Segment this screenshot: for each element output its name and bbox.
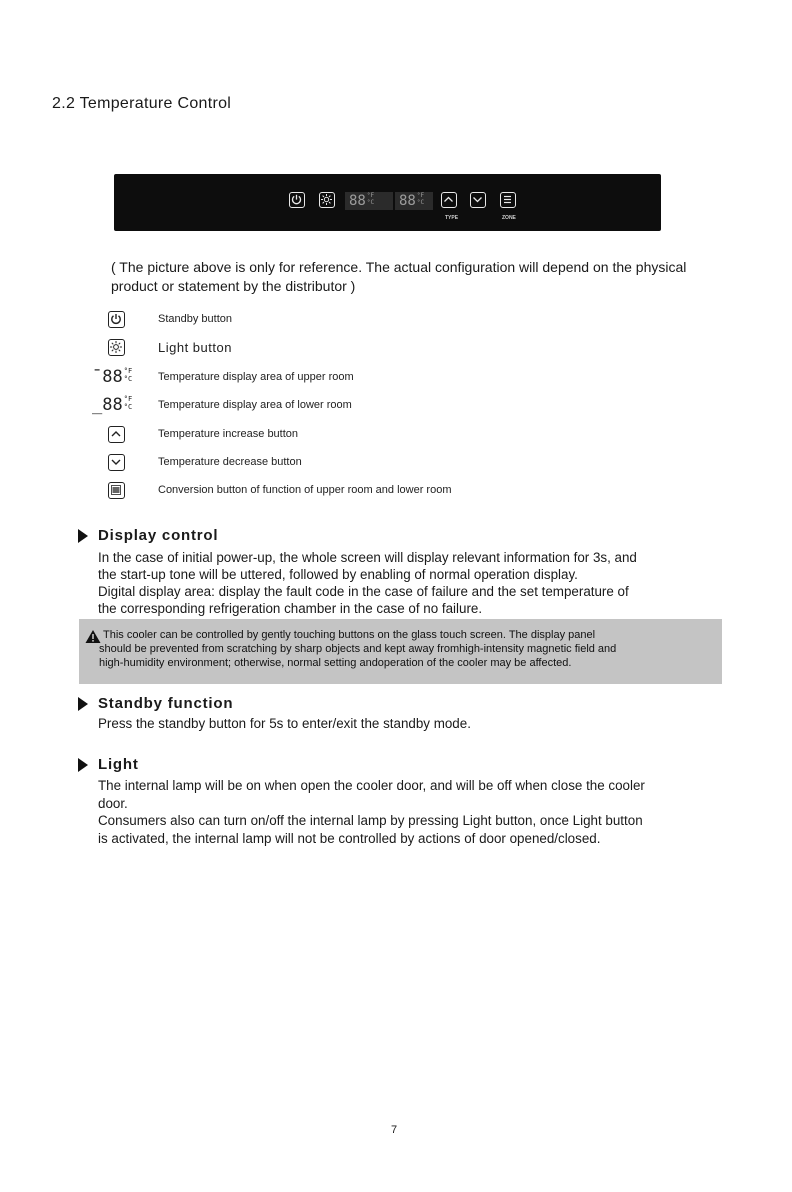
warning-line: This cooler can be controlled by gently touching buttons on the glass touch screen. The display panel — [103, 629, 596, 641]
paragraph-line: In the case of initial power-up, the whole screen will display relevant information for 3s, and — [98, 550, 637, 565]
legend-zone — [100, 481, 620, 503]
paragraph-line: The internal lamp will be on when open the cooler door, and will be off when close the cooler — [98, 778, 645, 793]
paragraph-line: Consumers also can turn on/off the internal lamp by pressing Light button, once Light button — [98, 813, 643, 828]
upper-display-icon: ¯88°F °C — [92, 367, 133, 387]
panel-type-label: TYPE — [445, 215, 459, 221]
legend-label: Temperature display area of lower room — [158, 399, 352, 411]
page-number: 7 — [391, 1124, 398, 1136]
panel-chevron-down-icon — [470, 192, 486, 208]
paragraph-line: the corresponding refrigeration chamber in the case of no failure. — [98, 601, 483, 616]
warning-text — [99, 628, 721, 670]
bullet-arrow-icon — [78, 529, 88, 543]
bullet-arrow-icon — [78, 697, 88, 711]
legend-label: Conversion button of function of upper room and lower room — [158, 484, 452, 496]
paragraph-line: door. — [98, 795, 128, 811]
panel-light-icon — [319, 192, 335, 208]
light-icon — [108, 339, 125, 356]
legend-label: Temperature display area of upper room — [158, 371, 354, 383]
light-text — [98, 777, 723, 847]
zone-icon — [108, 482, 125, 499]
warning-line: should be prevented from scratching by sharp objects and kept away fromhigh-intensity magnetic field and — [99, 643, 617, 655]
legend-upper-display — [92, 367, 620, 390]
legend-decrease — [100, 453, 620, 475]
warning-box — [79, 619, 722, 684]
bullet-arrow-icon — [78, 758, 88, 772]
paragraph-line: the start-up tone will be uttered, followed by enabling of normal operation display. — [98, 567, 578, 582]
legend-label: Temperature decrease button — [158, 456, 302, 468]
legend-increase — [100, 425, 620, 447]
section-title: 2.2 Temperature Control — [52, 95, 232, 112]
warning-line: high-humidity environment; otherwise, normal setting andoperation of the cooler may be affected. — [99, 657, 572, 669]
legend-label: Temperature increase button — [158, 428, 299, 440]
chevron-up-icon — [108, 426, 125, 443]
light-heading: Light — [98, 756, 139, 773]
power-icon — [108, 311, 125, 328]
panel-upper-display: 88°F °C — [345, 192, 393, 210]
legend-label: Standby button — [158, 313, 233, 325]
legend-lower-display — [92, 395, 620, 418]
legend-light — [100, 338, 620, 360]
panel-lower-display: 88°F °C — [395, 192, 433, 210]
standby-text: Press the standby button for 5s to enter/exit the standby mode. — [98, 716, 471, 731]
standby-heading: Standby function — [98, 695, 234, 712]
reference-note: ( The picture above is only for reference. The actual configuration will depend on the physical product or statement by the distributor ) — [111, 259, 687, 294]
chevron-down-icon — [108, 454, 125, 471]
legend-label: Light button — [158, 340, 232, 355]
panel-zone-label: ZONE — [502, 215, 516, 221]
legend-standby — [100, 310, 620, 332]
panel-power-icon — [289, 192, 305, 208]
display-control-text — [98, 549, 723, 617]
panel-chevron-up-icon — [441, 192, 457, 208]
control-panel-image — [114, 174, 661, 231]
display-control-heading: Display control — [98, 527, 219, 544]
panel-zone-icon — [500, 192, 516, 208]
paragraph-line: is activated, the internal lamp will not be controlled by actions of door opened/closed. — [98, 830, 601, 846]
paragraph-line: Digital display area: display the fault code in the case of failure and the set temperature of — [98, 584, 629, 599]
lower-display-icon: _88°F °C — [92, 395, 133, 415]
